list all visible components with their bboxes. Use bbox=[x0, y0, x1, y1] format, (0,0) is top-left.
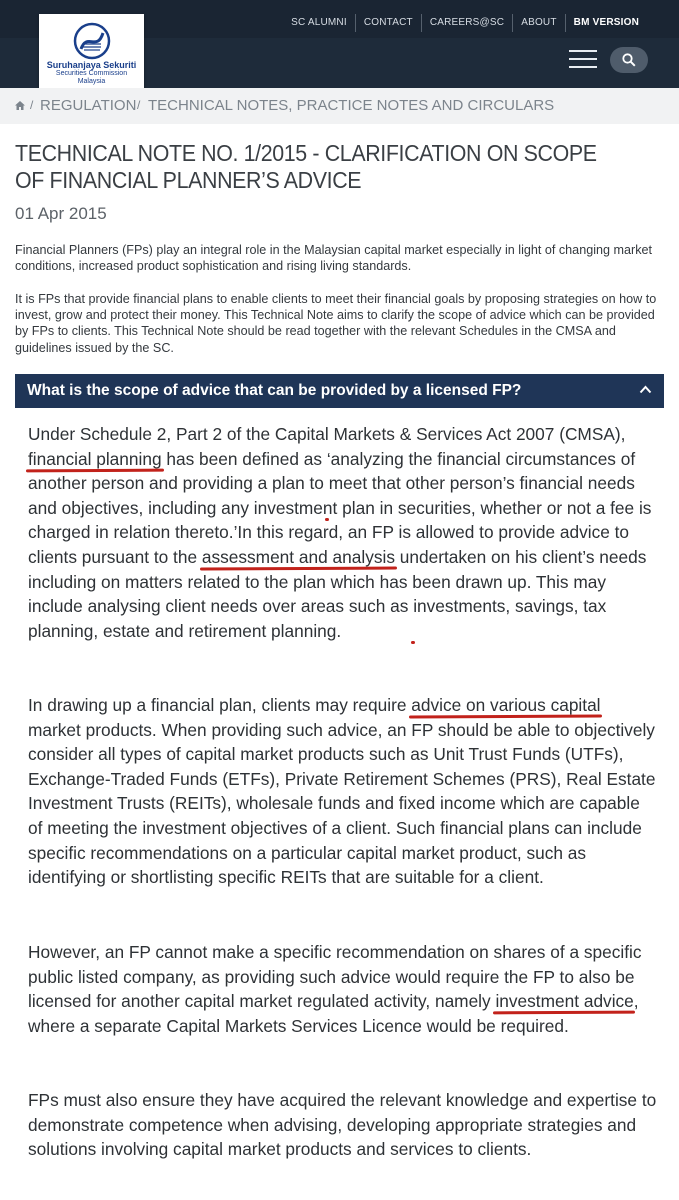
chevron-up-icon[interactable] bbox=[639, 385, 652, 394]
nav-link-contact[interactable]: CONTACT bbox=[355, 14, 421, 32]
accordion-paragraph-3 bbox=[28, 940, 658, 1038]
logo-country: Malaysia bbox=[77, 78, 106, 85]
page-title: TECHNICAL NOTE NO. 1/2015 - CLARIFICATION ON SCOPE OF FINANCIAL PLANNER’S ADVICE bbox=[15, 140, 597, 193]
site-header bbox=[0, 0, 679, 88]
accordion-paragraph-2 bbox=[28, 693, 658, 890]
underlined-text: advice on various capital bbox=[411, 695, 601, 715]
hamburger-icon[interactable] bbox=[569, 50, 597, 70]
intro-paragraph-1: Financial Planners (FPs) play an integral role in the Malaysian capital market especially in light of changing market conditions, increased product sophistication and rising living standards. bbox=[15, 243, 652, 274]
underlined-text: ‘analyzing the financial circumstances of another person and providing a plan to meet that other person’s financial needs and objectives bbox=[28, 448, 636, 518]
search-button[interactable] bbox=[610, 47, 648, 73]
breadcrumb bbox=[0, 88, 679, 124]
breadcrumb-separator: / bbox=[137, 98, 141, 112]
breadcrumb-regulation[interactable]: REGULATION bbox=[40, 97, 137, 114]
logo-name: Suruhanjaya Sekuriti bbox=[46, 60, 137, 70]
text-run: Under Schedule 2, Part 2 of the Capital Markets & Services Act 2007 (CMSA), bbox=[28, 424, 626, 444]
nav-link-about[interactable]: ABOUT bbox=[512, 14, 564, 32]
top-links bbox=[283, 14, 647, 32]
sc-logo[interactable] bbox=[39, 14, 144, 94]
underlined-text: financial planning bbox=[28, 448, 162, 469]
nav-link-sc-alumni[interactable]: SC ALUMNI bbox=[291, 17, 347, 28]
underlined-text: assessment and analysis bbox=[201, 546, 395, 567]
publish-date: 01 Apr 2015 bbox=[15, 204, 107, 223]
text-run: . bbox=[336, 620, 342, 641]
breadcrumb-separator: / bbox=[30, 98, 34, 112]
text-run: has been defined as bbox=[161, 448, 327, 469]
intro-paragraph-2: It is FPs that provide financial plans to enable clients to meet their financial goals by proposing strategies on how to invest, grow and protect their money. This Technical Note aims to clarify the scope of advice which can be provided by FPs to clients. This Technical Note should be read together with the relevant Schedules in the CMSA and guidelines issued by the SC. bbox=[15, 292, 657, 355]
logo-subtitle: Securities Commission bbox=[55, 70, 128, 77]
text-run: market products. When providing such advice, an FP should be able to objectively consider all types of capital market products such as Unit Trust Funds (UTFs), Exchange-Traded Funds (ETFs), Private Retirement Schemes (PRS), Real Estate Investment Trusts (REITs), wholesale funds and fixed income which are capable of meeting the investment objectives of a client. Such financial plans can include specific recommendations on a particular capital market product, such as identifying or shortlisting specific REITs that are suitable for a client. bbox=[28, 719, 656, 888]
accordion-paragraph-1 bbox=[28, 422, 658, 643]
nav-link-careers[interactable]: CAREERS@SC bbox=[421, 14, 512, 32]
breadcrumb-technical-notes[interactable]: TECHNICAL NOTES, PRACTICE NOTES AND CIRCULARS bbox=[148, 97, 555, 114]
sc-emblem-icon bbox=[73, 22, 111, 60]
underlined-text: investment advice bbox=[495, 991, 634, 1012]
home-icon[interactable] bbox=[15, 101, 25, 110]
search-icon bbox=[622, 53, 636, 67]
accordion-header-scope-of-advice[interactable] bbox=[15, 374, 664, 408]
text-run: However, an FP cannot make a specific recommendation on shares of a specific public listed company, as providing such advice would require the FP to also be licensed for another capital market regulated activity, namely bbox=[28, 942, 642, 1012]
accordion-paragraph-4: FPs must also ensure they have acquired the relevant knowledge and expertise to demonstrate competence when advising, developing appropriate strategies and solutions involving capital market products and services to clients. bbox=[28, 1090, 657, 1160]
underlined-text: investments, savings, tax planning, estate and retirement planning bbox=[28, 596, 607, 641]
text-run: , including any investment plan in securities, whether or not a fee is charged in relation thereto.’In this regard, an FP is allowed to provide advice to clients pursuant to the bbox=[28, 497, 652, 567]
text-run: In drawing up a financial plan, clients may require bbox=[28, 695, 412, 715]
accordion-question: What is the scope of advice that can be provided by a licensed FP? bbox=[27, 382, 522, 399]
nav-link-bm-version[interactable]: BM VERSION bbox=[565, 14, 647, 32]
text-run: , where a separate Capital Markets Services Licence would be required. bbox=[28, 991, 639, 1036]
text-run: undertaken on his client’s needs including on matters related to the plan which has been drawn up. This may include analysing client needs over areas such as bbox=[28, 546, 647, 617]
